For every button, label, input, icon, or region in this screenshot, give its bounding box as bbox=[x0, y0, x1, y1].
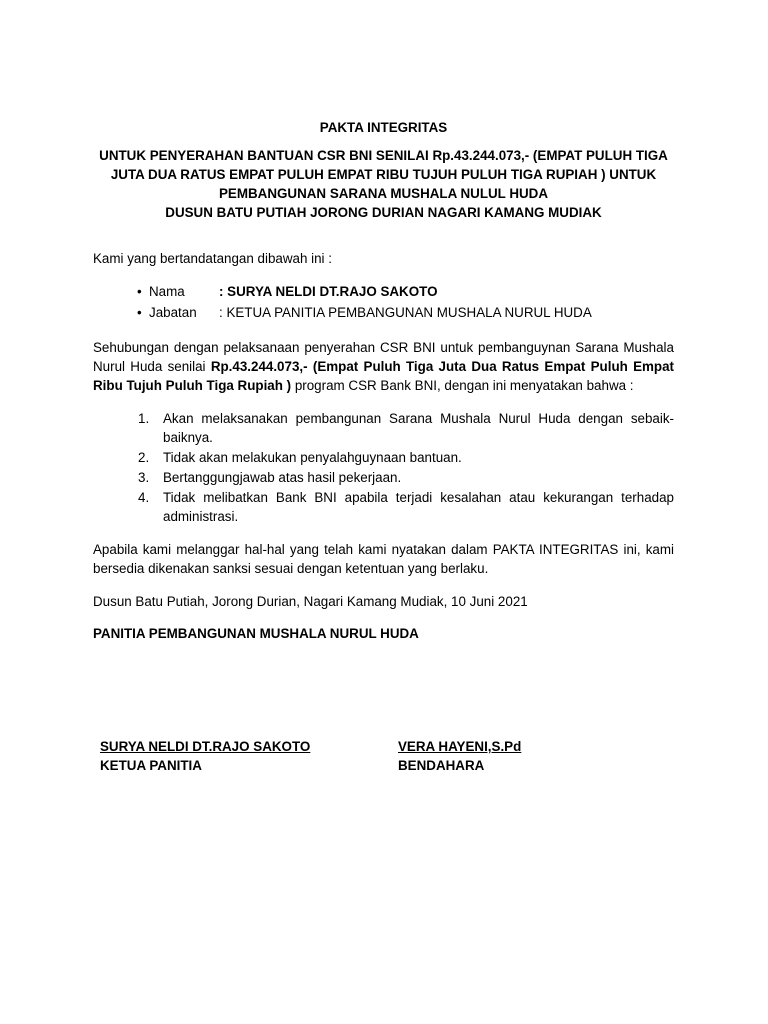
subtitle-line: DUSUN BATU PUTIAH JORONG DURIAN NAGARI KAMANG MUDIAK bbox=[165, 205, 602, 220]
committee-name: PANITIA PEMBANGUNAN MUSHALA NURUL HUDA bbox=[93, 626, 419, 641]
subtitle-line: PEMBANGUNAN SARANA MUSHALA NULUL HUDA bbox=[218, 186, 549, 201]
subtitle-line: UNTUK PENYERAHAN BANTUAN CSR BNI SENILAI Rp.43.244.073,- (EMPAT PULUH TIGA bbox=[99, 148, 668, 163]
signature-block-chairman bbox=[100, 737, 310, 775]
bullet-icon: • bbox=[137, 305, 142, 320]
document-title: PAKTA INTEGRITAS bbox=[319, 120, 448, 135]
statement-list bbox=[93, 409, 674, 526]
amount-text: Rp.43.244.073,- (Empat Puluh Tiga Juta Dua Ratus Empat Puluh Empat Ribu Tujuh Puluh Tiga Rupiah ) bbox=[93, 359, 674, 393]
identity-item-position bbox=[93, 303, 674, 324]
statement-text: Tidak melibatkan Bank BNI apabila terjadi kesalahan atau kekurangan terhadap administrasi. bbox=[163, 490, 674, 524]
statement-intro-paragraph bbox=[93, 338, 674, 395]
statement-item bbox=[93, 488, 674, 526]
bullet-icon: • bbox=[137, 284, 142, 299]
signatory-name: SURYA NELDI DT.RAJO SAKOTO bbox=[100, 739, 311, 754]
identity-label: Jabatan bbox=[149, 305, 197, 320]
statement-number: 4. bbox=[138, 490, 150, 505]
statement-number: 1. bbox=[138, 411, 150, 426]
identity-value: : SURYA NELDI DT.RAJO SAKOTO bbox=[219, 284, 438, 299]
statement-item bbox=[93, 448, 674, 467]
statement-item bbox=[93, 468, 674, 487]
document-subtitle bbox=[93, 146, 674, 222]
signatory-name: VERA HAYENI,S.Pd bbox=[398, 739, 522, 754]
statement-item bbox=[93, 409, 674, 447]
signatory-role: KETUA PANITIA bbox=[100, 758, 202, 773]
statement-number: 3. bbox=[138, 470, 150, 485]
document-body bbox=[93, 118, 674, 643]
identity-item-name bbox=[93, 282, 674, 303]
paragraph-text: program CSR Bank BNI, dengan ini menyatakan bahwa : bbox=[291, 378, 634, 393]
statement-text: Bertanggungjawab atas hasil pekerjaan. bbox=[163, 470, 402, 485]
paragraph-text: Sehubungan dengan pelaksanaan penyerahan CSR BNI untuk pembanguynan Sarana Mushala Nurul Huda senilai bbox=[93, 340, 674, 374]
signature-block-treasurer bbox=[398, 737, 521, 775]
statement-text: Akan melaksanakan pembangunan Sarana Mushala Nurul Huda dengan sebaik-baiknya. bbox=[163, 411, 674, 445]
identity-label: Nama bbox=[149, 284, 185, 299]
sanction-paragraph: Apabila kami melanggar hal-hal yang telah kami nyatakan dalam PAKTA INTEGRITAS ini, kami bersedia dikenakan sanksi sesuai dengan ketentuan yang berlaku. bbox=[93, 542, 674, 576]
identity-value: : KETUA PANITIA PEMBANGUNAN MUSHALA NURUL HUDA bbox=[219, 305, 592, 320]
place-date: Dusun Batu Putiah, Jorong Durian, Nagari Kamang Mudiak, 10 Juni 2021 bbox=[93, 594, 528, 609]
intro-text: Kami yang bertandatangan dibawah ini : bbox=[93, 251, 332, 266]
signatory-role: BENDAHARA bbox=[398, 758, 485, 773]
statement-text: Tidak akan melakukan penyalahguynaan bantuan. bbox=[163, 450, 462, 465]
identity-list bbox=[93, 282, 674, 324]
statement-number: 2. bbox=[138, 450, 150, 465]
subtitle-line: JUTA DUA RATUS EMPAT PULUH EMPAT RIBU TUJUH PULUH TIGA RUPIAH ) UNTUK bbox=[110, 167, 657, 182]
